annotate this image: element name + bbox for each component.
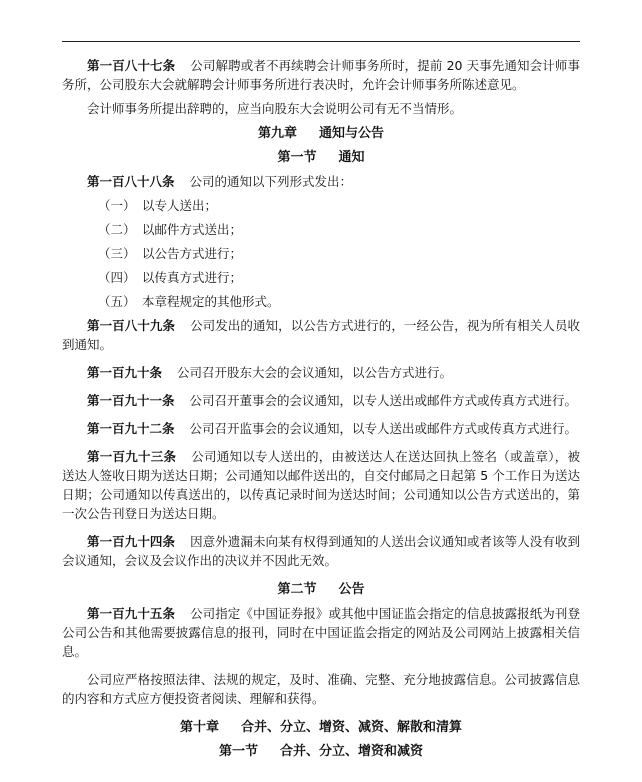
article-label: 第一百九十五条 (87, 606, 176, 621)
article-label: 第一百九十条 (87, 365, 163, 380)
chapter-number: 第十章 (179, 720, 219, 735)
list-item-number: （二） (98, 222, 136, 237)
article-187 (62, 56, 580, 94)
list-item-number: （五） (98, 294, 136, 309)
section-title: 合并、分立、增资和减资 (280, 744, 424, 759)
chapter-title: 合并、分立、增资、减资、解散和清算 (241, 720, 463, 735)
list-item (62, 268, 580, 287)
list-item-text: 以邮件方式送出； (142, 222, 243, 237)
article-label: 第一百九十二条 (87, 421, 175, 436)
section-title: 通知 (338, 150, 365, 165)
section-number: 第一节 (277, 150, 317, 165)
article-text: 公司召开股东大会的会议通知，以公告方式进行。 (177, 365, 453, 380)
list-item (62, 220, 580, 239)
chapter-heading (62, 718, 580, 737)
list-item-text: 以专人送出； (142, 198, 218, 213)
article-text: 公司通知以专人送出的，由被送达人在送达回执上签名（或盖章），被送达人签收日期为送达日期；公司通知以邮件送出的，自交付邮局之日起第 5 个工作日为送达日期；公司通知以传真送出的，以传真记录时间为送达时间；公司通知以公告方式送出的，第一次公告刊登日为送达日期。 (62, 449, 580, 521)
article-193 (62, 447, 580, 523)
article-text: 因意外遗漏未向某有权得到通知的人送出会议通知或者该等人没有收到会议通知，会议及会议作出的决议并不因此无效。 (62, 534, 580, 568)
article-194 (62, 532, 580, 570)
article-text: 公司的通知以下列形式发出： (189, 174, 353, 189)
article-195-paragraph-2: 公司应严格按照法律、法规的规定，及时、准确、完整、充分地披露信息。公司披露信息的内容和方式应方便投资者阅读、理解和获得。 (62, 672, 580, 706)
list-item-text: 本章程规定的其他形式。 (142, 294, 280, 309)
chapter-title: 通知与公告 (319, 126, 385, 141)
header-rule (62, 41, 580, 42)
list-item (62, 244, 580, 263)
article-text: 公司指定《中国证券报》或其他中国证监会指定的信息披露报纸为刊登公司公告和其他需要披露信息的报刊，同时在中国证监会指定的网站及公司网站上披露相关信息。 (62, 606, 580, 659)
list-item-text: 以公告方式进行； (142, 246, 243, 261)
section-heading (62, 742, 580, 761)
article-text: 公司发出的通知，以公告方式进行的，一经公告，视为所有相关人员收到通知。 (62, 318, 580, 352)
article-189 (62, 316, 580, 354)
section-number: 第二节 (277, 582, 317, 597)
chapter-number: 第九章 (257, 126, 297, 141)
article-label: 第一百九十三条 (87, 449, 177, 464)
section-title: 公告 (338, 582, 365, 597)
article-187-paragraph-2: 会计师事务所提出辞聘的，应当向股东大会说明公司有无不当情形。 (87, 101, 463, 116)
list-item-text: 以传真方式进行； (142, 270, 243, 285)
list-item (62, 196, 580, 215)
article-192 (62, 419, 580, 438)
list-item-number: （一） (98, 198, 136, 213)
article-text: 公司解聘或者不再续聘会计师事务所时，提前 20 天事先通知会计师事务所，公司股东大会就解聘会计师事务所进行表决时，允许会计师事务所陈述意见。 (62, 58, 580, 92)
list-item-number: （四） (98, 270, 136, 285)
article-label: 第一百八十九条 (87, 318, 176, 333)
article-label: 第一百九十四条 (87, 534, 176, 549)
section-heading (62, 148, 580, 167)
article-188 (62, 172, 580, 191)
article-190 (62, 363, 580, 382)
list-item (62, 292, 580, 311)
article-label: 第一百八十八条 (87, 174, 175, 189)
document-body (62, 56, 580, 761)
chapter-heading (62, 124, 580, 143)
article-191 (62, 391, 580, 410)
section-number: 第一节 (218, 744, 258, 759)
list-item-number: （三） (98, 246, 136, 261)
article-195 (62, 604, 580, 661)
article-label: 第一百八十七条 (87, 58, 176, 73)
article-label: 第一百九十一条 (87, 393, 175, 408)
section-heading (62, 580, 580, 599)
article-text: 公司召开董事会的会议通知，以专人送出或邮件方式或传真方式进行。 (189, 393, 578, 408)
article-text: 公司召开监事会的会议通知，以专人送出或邮件方式或传真方式进行。 (189, 421, 578, 436)
